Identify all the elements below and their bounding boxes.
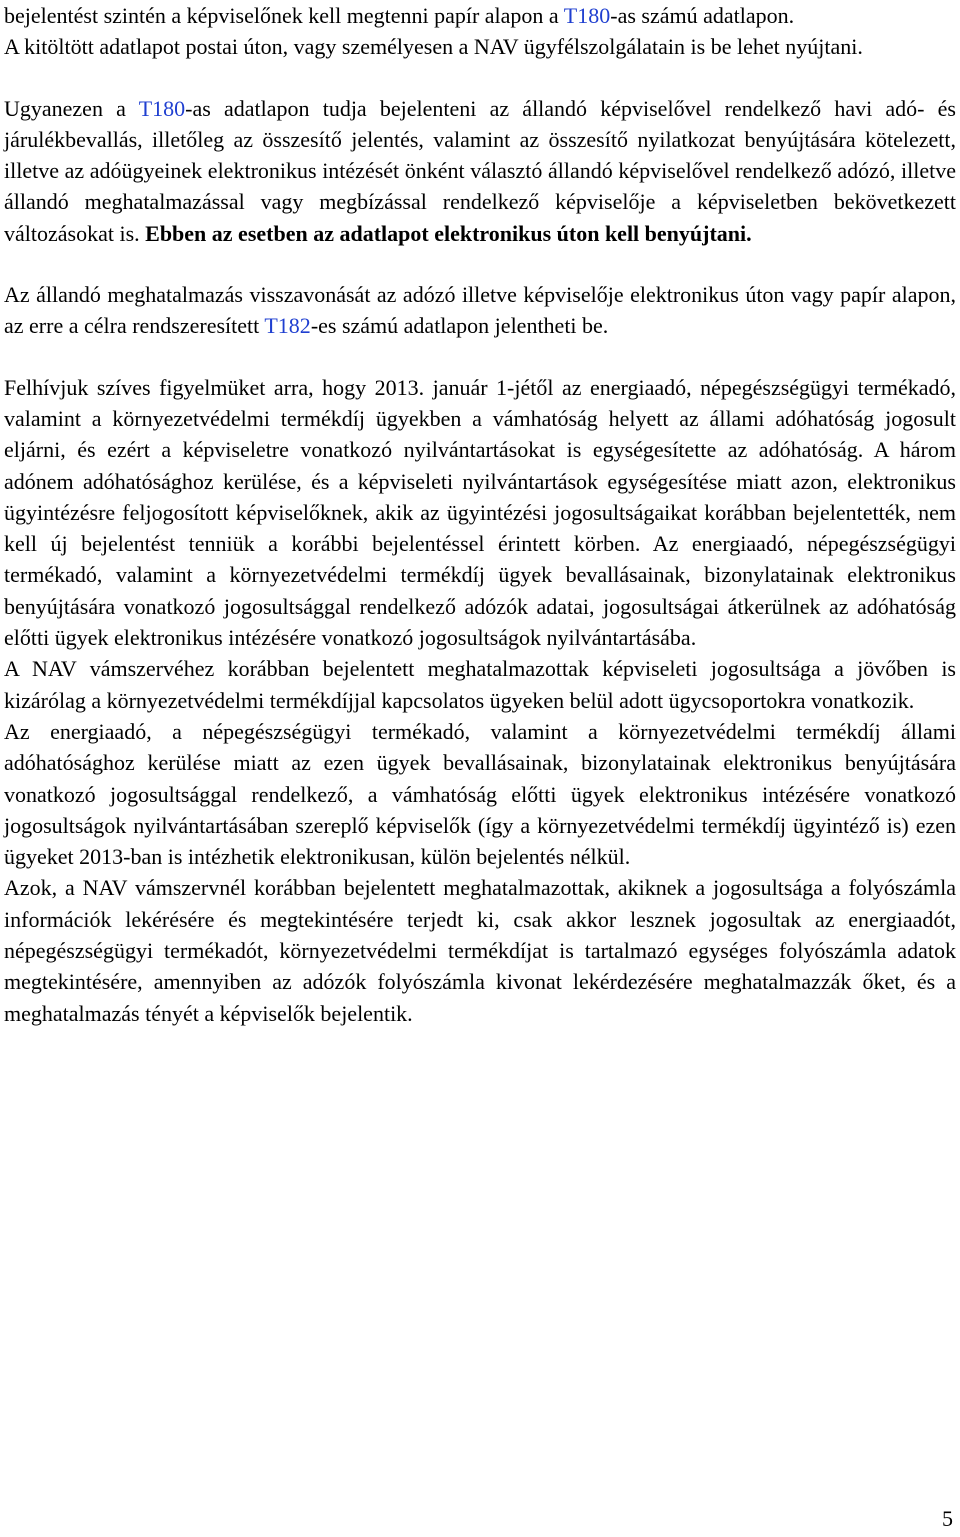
t180-link[interactable]: T180: [138, 95, 186, 121]
paragraph-text: Az állandó meghatalmazás visszavonását az adózó illetve képviselője elektronikus úton vagy papír alapon, az erre a célra rendszeresített: [4, 282, 956, 339]
paragraph-customs-authorization: A NAV vámszervéhez korábban bejelentett meghatalmazottak képviseleti jogosultsága a jövőben is kizárólag a környezetvédelmi termékdíjjal kapcsolatos ügyeken belül adott ügycsoportokra vonatkozik.: [4, 656, 956, 713]
t180-link[interactable]: T180: [563, 3, 611, 28]
paragraph-2013-change: Felhívjuk szíves figyelmüket arra, hogy 2013. január 1-jétől az energiaadó, népegészségügyi termékadó, valamint a környezetvédelmi termékdíj ügyekben a vámhatóság helyett az állami adóhatóság jogosult eljárni, és ezért a képviseletre vonatkozó nyilvántartásokat is egységesítette az adóhatóság. A három adónem adóhatósághoz kerülése, és a képviseleti nyilvántartások egységesítése miatt azon, elektronikus ügyintézésre feljogosított képviselőknek, akik az ügyintézési jogosultságaikat korábban bejelentették, nem kell új bejelentést tenniük a korábbi bejelentéssel érintett körben. Az energiaadó, népegészségügyi termékadó, valamint a környezetvédelmi termékdíj ügyek bevallásainak, bizonylatainak elektronikus benyújtására vonatkozó jogosultsággal rendelkező adózók adatai, jogosultságai átkerülnek az adóhatóság előtti ügyek elektronikus intézésére vonatkozó jogosultságok nyilvántartásába.: [4, 374, 956, 651]
paragraph-t180-paper: [4, 0, 956, 31]
paragraph-revocation: [4, 279, 956, 342]
paragraph-text: Ugyanezen a: [4, 95, 139, 121]
paragraph-account-statement: Azok, a NAV vámszervnél korábban bejelentett meghatalmazottak, akiknek a jogosultsága a folyószámla információk lekérésére és megtekintésére terjedt ki, csak akkor lesznek jogosultak az energiaadót, népegészségügyi termékadót, környezetvédelmi termékdíjat is tartalmazó egységes folyószámla adatok megtekintésére, amennyiben az adózók folyószámla kivonat lekérdezésére meghatalmazzák őket, és a meghatalmazás tényét a képviselők bejelentik.: [4, 875, 956, 1026]
t182-link[interactable]: T182: [264, 313, 311, 339]
paragraph-spacer: [4, 342, 956, 372]
emphasis-electronic-submission: Ebben az esetben az adatlapot elektronikus úton kell benyújtani.: [145, 220, 752, 246]
document-page: [4, 0, 956, 1029]
page-number: 5: [942, 1506, 953, 1531]
paragraph-spacer: [4, 63, 956, 93]
paragraph-t180-changes: [4, 93, 956, 249]
paragraph-text: bejelentést szintén a képviselőnek kell megtenni papír alapon a: [4, 3, 564, 28]
paragraph-spacer: [4, 249, 956, 279]
paragraph-submission: A kitöltött adatlapot postai úton, vagy személyesen a NAV ügyfélszolgálatain is be lehet nyújtani.: [4, 34, 863, 60]
paragraph-text: -as adatlapon tudja bejelenteni az állandó képviselővel rendelkező havi adó- és járulékbevallás, illetőleg az összesítő jelentés, valamint az összesítő nyilatkozat benyújtására kötelezett, illetve az adóügyeinek elektronikus intézését önként választó állandó képviselővel rendelkező adózó, illetve állandó meghatalmazással vagy megbízással rendelkező képviselője a képviseletben bekövetkezett változásokat is.: [4, 95, 956, 246]
paragraph-text: -as számú adatlapon.: [610, 3, 795, 28]
paragraph-text: -es számú adatlapon jelentheti be.: [310, 313, 609, 339]
paragraph-energy-tax: Az energiaadó, a népegészségügyi termékadó, valamint a környezetvédelmi termékdíj állami adóhatósághoz kerülése miatt az ezen ügyek bevallásainak, bizonylatainak elektronikus benyújtására vonatkozó jogosultsággal rendelkező, a vámhatóság előtti ügyek elektronikus intézésére vonatkozó jogosultságok nyilvántartásában szereplő képviselők (így a környezetvédelmi termékdíj ügyintéző is) ezen ügyeket 2013-ban is intézhetik elektronikusan, külön bejelentés nélkül.: [4, 718, 956, 870]
